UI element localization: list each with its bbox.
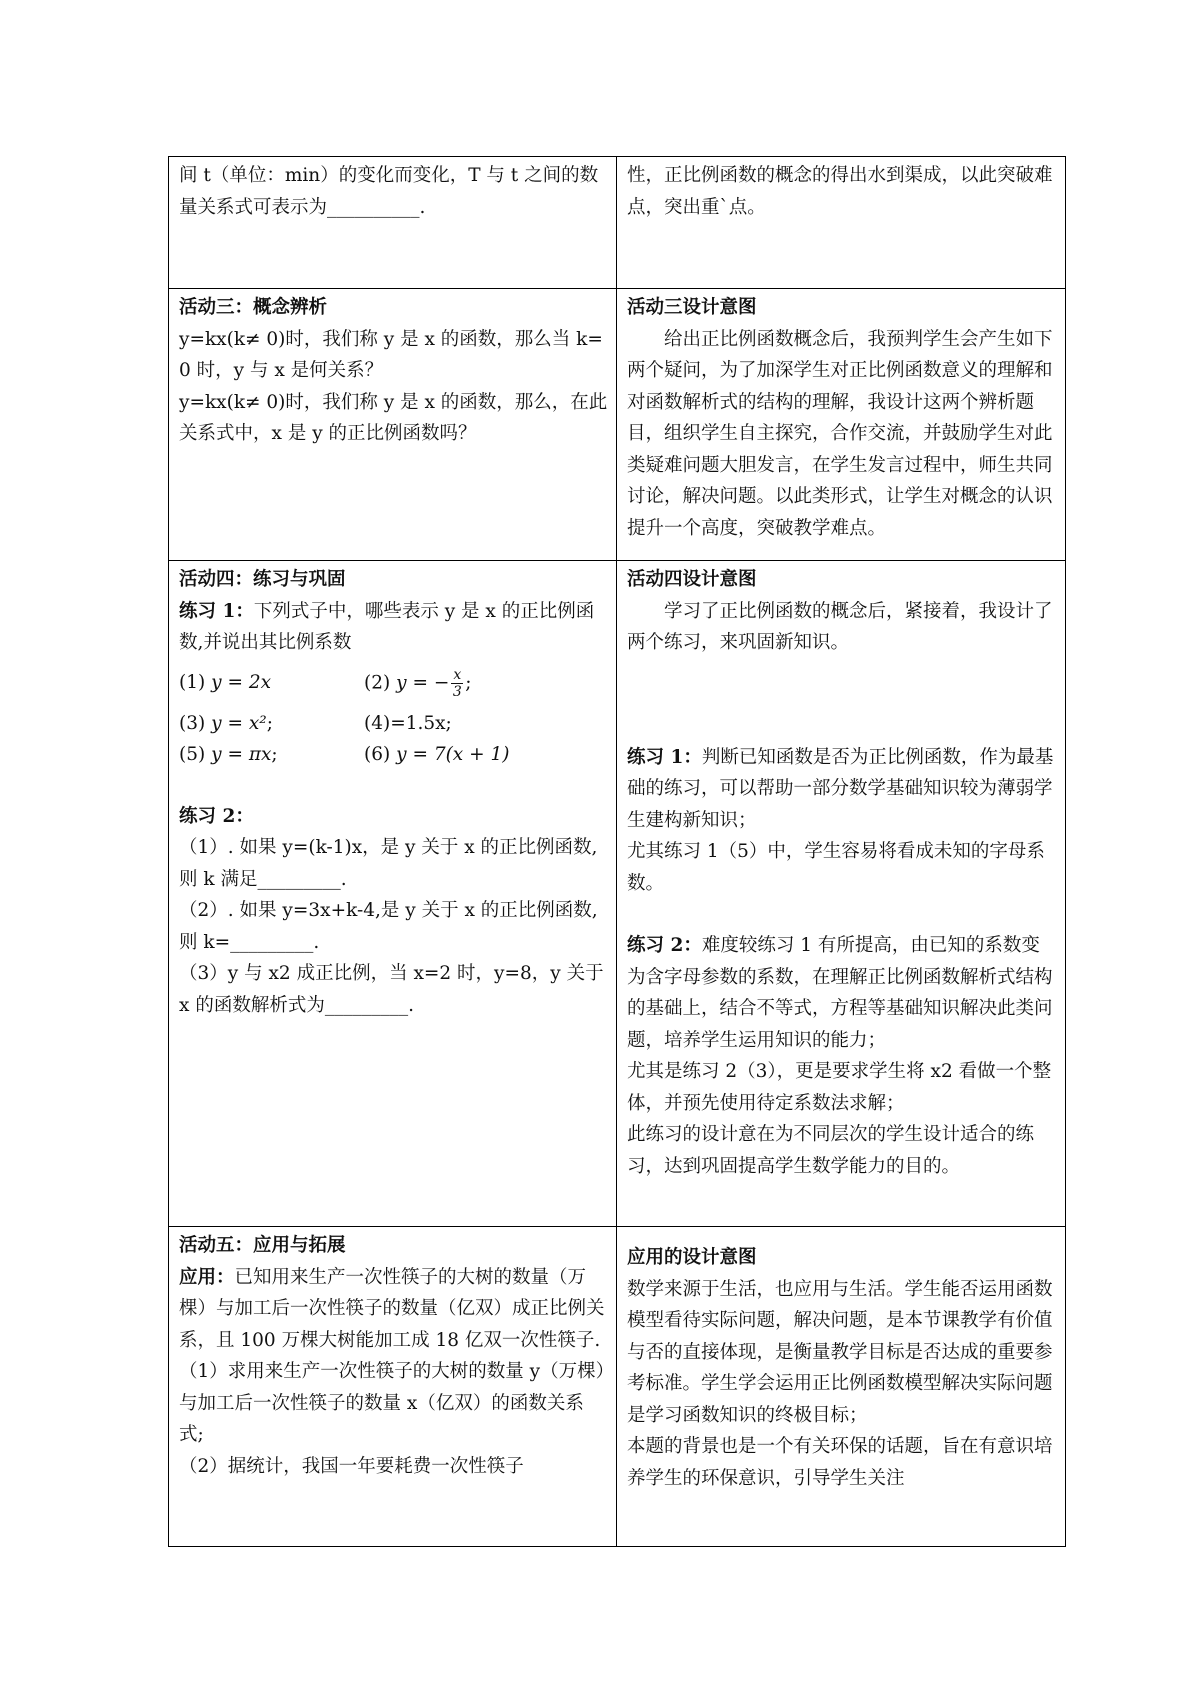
application-intent-cell: [617, 1227, 1066, 1547]
application-intent-title: 应用的设计意图: [627, 1247, 757, 1268]
table-row: [169, 157, 1066, 289]
exercise1-label: 练习 1：: [179, 600, 254, 622]
exercise1-prompt: [179, 596, 608, 659]
activity3-title: 活动三：概念辨析: [179, 297, 328, 318]
row1-left-text: 间 t（单位：min）的变化而变化，T 与 t 之间的数量关系式可表示为__________.: [179, 165, 599, 218]
exercise2-label: 练习 2：: [179, 805, 254, 827]
exercise1-items-row-1: [179, 667, 608, 700]
table-row: [169, 289, 1066, 561]
lesson-plan-table: [168, 156, 1066, 1547]
exercise1-item-5: (5) y = πx;: [179, 743, 278, 765]
exercise2-question-2: （2）. 如果 y=3x+k-4,是 y 关于 x 的正比例函数,则 k=_________.: [179, 900, 598, 953]
exercise1-item-2: (2) y = − $\frac{x}{3}$ ;: [364, 666, 472, 700]
activity3-cell: [169, 289, 617, 561]
activity3-question-2: y=kx(k≠ 0)时，我们称 y 是 x 的函数，那么，在此关系式中，x 是 y 的正比例函数吗？: [179, 391, 608, 444]
activity3-intent-cell: [617, 289, 1066, 561]
activity3-intent-title: 活动三设计意图: [627, 297, 757, 318]
activity4-intent-title: 活动四设计意图: [627, 569, 757, 590]
exercise1-items-row-2: [179, 708, 608, 739]
activity4-intent-intro: 学习了正比例函数的概念后，紧接着，我设计了两个练习，来巩固新知识。: [627, 600, 1053, 653]
activity5-title: 活动五：应用与拓展: [179, 1235, 346, 1256]
intent-exercise2-label: 练习 2：: [627, 935, 702, 956]
row1-left-cell: [169, 157, 617, 289]
exercise1-items-row-3: [179, 739, 608, 770]
activity5-cell: [169, 1227, 617, 1547]
intent-exercise1: 练习 1：判断已知函数是否为正比例函数，作为最基础的练习，可以帮助一部分数学基础知识较为薄弱学生建构新知识；: [627, 746, 1054, 831]
exercise1-item-6: (6) y = 7(x + 1): [364, 743, 510, 765]
application-question-2: （2）据统计，我国一年要耗费一次性筷子: [179, 1455, 524, 1477]
table-row: [169, 1227, 1066, 1547]
intent-exercise2-extra-2: 此练习的设计意在为不同层次的学生设计适合的练习，达到巩固提高学生数学能力的目的。: [627, 1124, 1035, 1177]
application-question-1: （1）求用来生产一次性筷子的大树的数量 y（万棵）与加工后一次性筷子的数量 x（亿双）的函数关系式;: [179, 1361, 605, 1445]
exercise1-item-4: (4)=1.5x;: [364, 712, 452, 734]
intent-exercise2: 练习 2：难度较练习 1 有所提高，由已知的系数变为含字母参数的系数，在理解正比例函数解析式结构的基础上，结合不等式，方程等基础知识解决此类问题，培养学生运用知识的能力；: [627, 935, 1053, 1051]
activity4-title: 活动四：练习与巩固: [179, 569, 346, 590]
exercise1-text: 下列式子中，哪些表示 y 是 x 的正比例函数,并说出其比例系数: [179, 600, 595, 653]
application-intent-p1: 数学来源于生活，也应用与生活。学生能否运用函数模型看待实际问题，解决问题，是本节课教学有价值与否的直接体现，是衡量教学目标是否达成的重要参考标准。学生学会运用正比例函数模型解决实际问题是学习函数知识的终极目标；: [627, 1278, 1053, 1426]
fraction-x-over-3: $\frac{x}{3}$: [452, 666, 462, 700]
exercise1-item-3: (3) y = x²;: [179, 712, 273, 734]
activity4-cell: [169, 561, 617, 1227]
application-prompt: 应用：已知用来生产一次性筷子的大树的数量（万棵）与加工后一次性筷子的数量（亿双）成正比例关系，且 100 万棵大树能加工成 18 亿双一次性筷子.: [179, 1266, 605, 1351]
row1-right-cell: [617, 157, 1066, 289]
intent-exercise1-label: 练习 1：: [627, 746, 702, 768]
activity3-question-1: y=kx(k≠ 0)时，我们称 y 是 x 的函数，那么当 k=0 时，y 与 x 是何关系？: [179, 328, 603, 381]
application-label: 应用：: [179, 1266, 235, 1288]
intent-exercise1-extra: 尤其练习 1（5）中，学生容易将看成未知的字母系数。: [627, 841, 1045, 894]
activity3-intent-body: 给出正比例函数概念后，我预判学生会产生如下两个疑问，为了加深学生对正比例函数意义的理解和对函数解析式的结构的理解，我设计这两个辨析题目，组织学生自主探究，合作交流，并鼓励学生对此类疑难问题大胆发言，在学生发言过程中，师生共同讨论，解决问题。以此类形式，让学生对概念的认识提升一个高度，突破教学难点。: [627, 328, 1053, 539]
application-intent-p2: 本题的背景也是一个有关环保的话题，旨在有意识培养学生的环保意识，引导学生关注: [627, 1436, 1053, 1489]
exercise1-item-1: (1) y = 2x: [179, 671, 272, 693]
row1-right-text: 性，正比例函数的概念的得出水到渠成，以此突破难点，突出重`点。: [627, 165, 1053, 218]
exercise2-question-3: （3）y 与 x2 成正比例，当 x=2 时，y=8，y 关于 x 的函数解析式为_________.: [179, 963, 604, 1016]
exercise2-question-1: （1）. 如果 y=(k-1)x，是 y 关于 x 的正比例函数,则 k 满足_________.: [179, 837, 598, 890]
intent-exercise2-extra-1: 尤其是练习 2（3），更是要求学生将 x2 看做一个整体，并预先使用待定系数法求解；: [627, 1061, 1052, 1114]
table-row: [169, 561, 1066, 1227]
activity4-intent-cell: [617, 561, 1066, 1227]
